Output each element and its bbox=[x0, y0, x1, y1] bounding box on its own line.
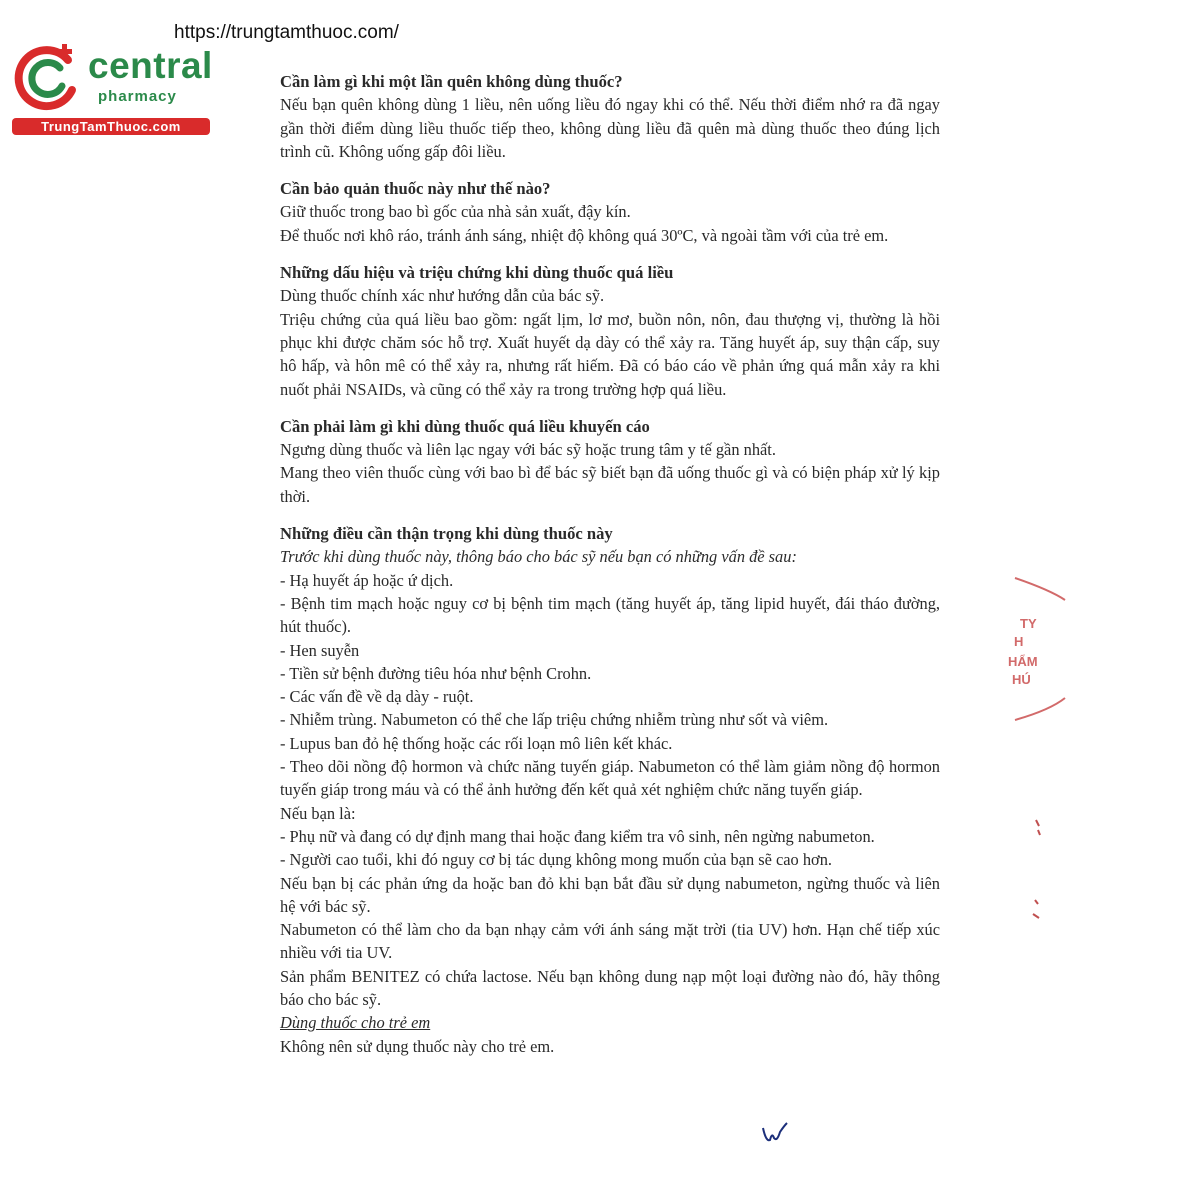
brand-badge: TrungTamThuoc.com bbox=[12, 118, 210, 135]
document-body bbox=[280, 70, 940, 1072]
section-missed-dose bbox=[280, 70, 940, 163]
section-paragraph: Giữ thuốc trong bao bì gốc của nhà sản xuất, đậy kín. bbox=[280, 202, 631, 222]
section-paragraph: Mang theo viên thuốc cùng với bao bì để bác sỹ biết bạn đã uống thuốc gì và có biện pháp xử lý kịp thời. bbox=[280, 463, 940, 506]
stamp-line: HÚ bbox=[1012, 672, 1031, 687]
pharmacy-logo bbox=[10, 38, 215, 138]
section-paragraph: Để thuốc nơi khô ráo, tránh ánh sáng, nhiệt độ không quá 30ºC, và ngoài tầm với của trẻ em. bbox=[280, 225, 889, 245]
logo-c-icon bbox=[10, 38, 90, 118]
section-storage bbox=[280, 177, 940, 247]
section-title: Những dấu hiệu và triệu chứng khi dùng thuốc quá liều bbox=[280, 263, 674, 283]
note-paragraph: Nabumeton có thể làm cho da bạn nhạy cảm với ánh sáng mặt trời (tia UV) hơn. Hạn chế tiếp xúc nhiều với tia UV. bbox=[280, 920, 940, 963]
section-precautions bbox=[280, 522, 940, 1058]
section-title: Cần bảo quản thuốc này như thế nào? bbox=[280, 179, 551, 199]
list-item: - Phụ nữ và đang có dự định mang thai hoặc đang kiểm tra vô sinh, nên ngừng nabumeton. bbox=[280, 826, 875, 846]
stamp-line: HẨM bbox=[1008, 654, 1038, 669]
section-paragraph: Nếu bạn quên không dùng 1 liều, nên uống liều đó ngay khi có thể. Nếu thời điểm nhớ ra đã ngay gần thời điểm dùng liều thuốc tiếp theo, không dùng liều đã quên mà dùng thuốc theo đúng lịch trình cũ. Không uống gấp đôi liều. bbox=[280, 95, 940, 161]
section-overdose-action bbox=[280, 415, 940, 508]
section-title: Cần phải làm gì khi dùng thuốc quá liều khuyến cáo bbox=[280, 416, 650, 436]
section-paragraph: Ngưng dùng thuốc và liên lạc ngay với bác sỹ hoặc trung tâm y tế gần nhất. bbox=[280, 440, 776, 460]
section-title: Cần làm gì khi một lần quên không dùng thuốc? bbox=[280, 72, 623, 91]
brand-subtitle: pharmacy bbox=[98, 88, 177, 105]
list-item: - Lupus ban đỏ hệ thống hoặc các rối loạn mô liên kết khác. bbox=[280, 733, 673, 753]
children-text: Không nên sử dụng thuốc này cho trẻ em. bbox=[280, 1036, 555, 1056]
stamp-arc-icon bbox=[1010, 570, 1070, 730]
if-label: Nếu bạn là: bbox=[280, 803, 356, 823]
note-paragraph: Nếu bạn bị các phản ứng da hoặc ban đỏ khi bạn bắt đầu sử dụng nabumeton, ngừng thuốc và liên hệ với bác sỹ. bbox=[280, 873, 940, 916]
stamp-line: TY bbox=[1020, 616, 1037, 631]
list-item: - Hen suyễn bbox=[280, 640, 360, 660]
list-item: - Bệnh tim mạch hoặc nguy cơ bị bệnh tim mạch (tăng huyết áp, tăng lipid huyết, đái tháo đường, hút thuốc). bbox=[280, 593, 940, 637]
stamp-fragment-icon bbox=[1032, 818, 1044, 838]
section-paragraph: Dùng thuốc chính xác như hướng dẫn của bác sỹ. bbox=[280, 286, 605, 306]
brand-name: central bbox=[88, 45, 213, 86]
list-item: - Tiền sử bệnh đường tiêu hóa như bệnh Crohn. bbox=[280, 663, 592, 683]
note-paragraph: Sản phẩm BENITEZ có chứa lactose. Nếu bạn không dung nạp một loại đường nào đó, hãy thông báo cho bác sỹ. bbox=[280, 966, 940, 1009]
children-title: Dùng thuốc cho trẻ em bbox=[280, 1013, 431, 1033]
stamp-line: H bbox=[1014, 634, 1024, 649]
company-stamp bbox=[1010, 570, 1070, 730]
list-item: - Hạ huyết áp hoặc ứ dịch. bbox=[280, 570, 454, 590]
list-item: - Theo dõi nồng độ hormon và chức năng tuyến giáp. Nabumeton có thể làm giảm nồng độ hormon tuyến giáp trong máu và có thể ảnh hưởng đến kết quả xét nghiệm chức năng tuyến giáp. bbox=[280, 757, 940, 800]
signature-icon bbox=[760, 1120, 790, 1148]
section-title: Những điều cần thận trọng khi dùng thuốc này bbox=[280, 524, 613, 544]
section-overdose-symptoms bbox=[280, 261, 940, 401]
source-url: https://trungtamthuoc.com/ bbox=[174, 22, 399, 43]
stamp-fragment-icon bbox=[1030, 898, 1042, 924]
list-item: - Người cao tuổi, khi đó nguy cơ bị tác dụng không mong muốn của bạn sẽ cao hơn. bbox=[280, 850, 832, 870]
section-paragraph: Triệu chứng của quá liều bao gồm: ngất lịm, lơ mơ, buồn nôn, nôn, đau thượng vị, thường là hồi phục khi được chăm sóc hỗ trợ. Xuất huyết dạ dày có thể xảy ra. Tăng huyết áp, suy thận cấp, suy hô hấp, và hôn mê có thể xảy ra, nhưng rất hiếm. Đã có báo cáo về phản ứng quá mẫn xảy ra khi nuốt phải NSAIDs, và cũng có thể xảy ra trong trường hợp quá liều. bbox=[280, 309, 940, 399]
precautions-intro: Trước khi dùng thuốc này, thông báo cho bác sỹ nếu bạn có những vấn đề sau: bbox=[280, 547, 797, 567]
list-item: - Nhiễm trùng. Nabumeton có thể che lấp triệu chứng nhiễm trùng như sốt và viêm. bbox=[280, 710, 829, 730]
list-item: - Các vấn đề về dạ dày - ruột. bbox=[280, 687, 474, 707]
